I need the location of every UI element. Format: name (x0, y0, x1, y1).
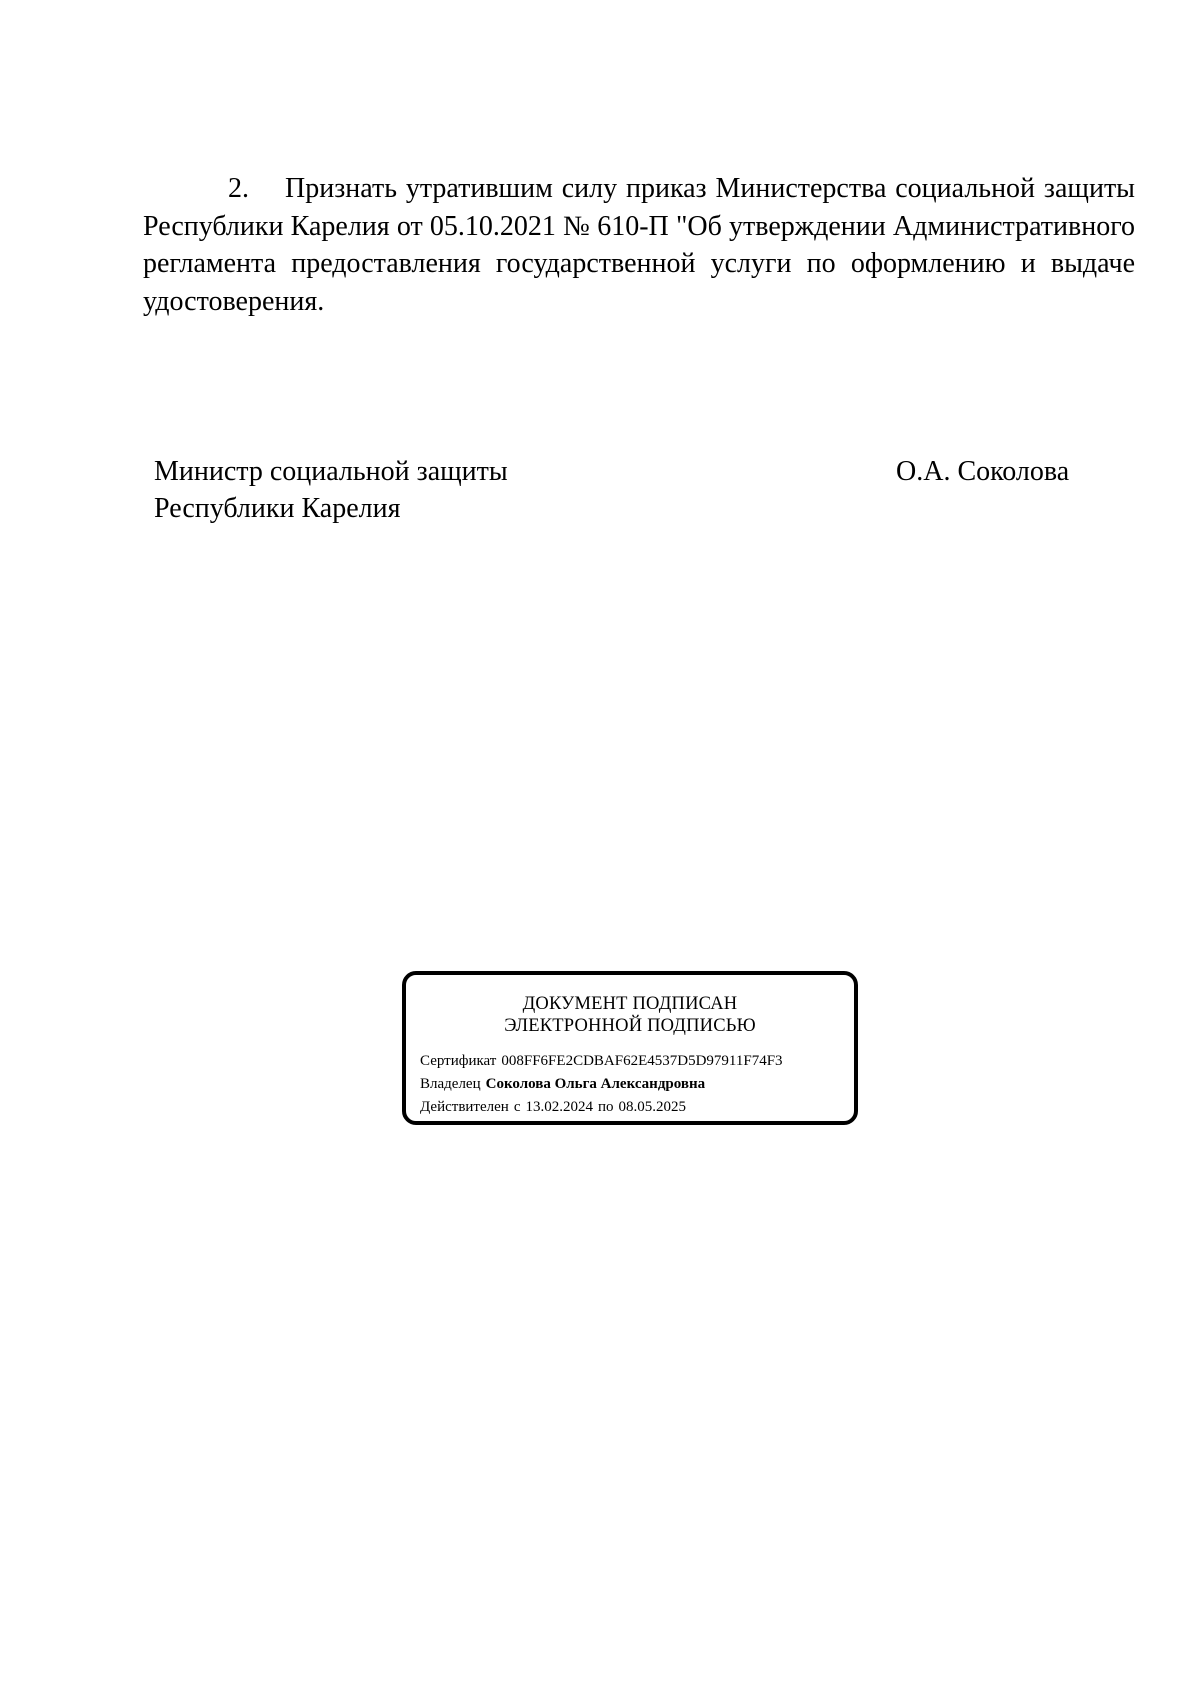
valid-to-date: 08.05.2025 (618, 1099, 687, 1115)
stamp-certificate-row (420, 1050, 783, 1073)
signatory-position-line2: Республики Карелия (154, 493, 401, 524)
paragraph-number: 2. (228, 173, 249, 204)
owner-value: Соколова Ольга Александровна (485, 1076, 706, 1092)
signatory-position (154, 453, 508, 527)
signatory-name: О.А. Соколова (896, 456, 1070, 487)
certificate-label: Сертификат (420, 1053, 497, 1069)
certificate-value: 008FF6FE2CDBAF62E4537D5D97911F74F3 (501, 1053, 783, 1069)
stamp-title (406, 993, 854, 1037)
valid-label: Действителен (420, 1099, 509, 1115)
electronic-signature-stamp (402, 971, 858, 1125)
owner-label: Владелец (420, 1076, 481, 1092)
paragraph-2 (143, 170, 1135, 320)
stamp-title-line1: ДОКУМЕНТ ПОДПИСАН (522, 994, 738, 1014)
signatory-position-line1: Министр социальной защиты (154, 456, 508, 487)
valid-from-label: с (513, 1099, 521, 1115)
stamp-title-line2: ЭЛЕКТРОННОЙ ПОДПИСЬЮ (504, 1016, 756, 1036)
valid-from-date: 13.02.2024 (525, 1099, 593, 1115)
stamp-validity-row (420, 1096, 783, 1119)
valid-to-label: по (597, 1099, 614, 1115)
paragraph-text: Признать утратившим силу приказ Министерства социальной защиты Республики Карелия от 05.10.2021 № 610-П "Об утверждении Административного регламента предоставления государственной услуги по оформлению и выдаче удостоверения. (143, 173, 1135, 317)
stamp-details (420, 1050, 783, 1119)
stamp-owner-row (420, 1073, 783, 1096)
